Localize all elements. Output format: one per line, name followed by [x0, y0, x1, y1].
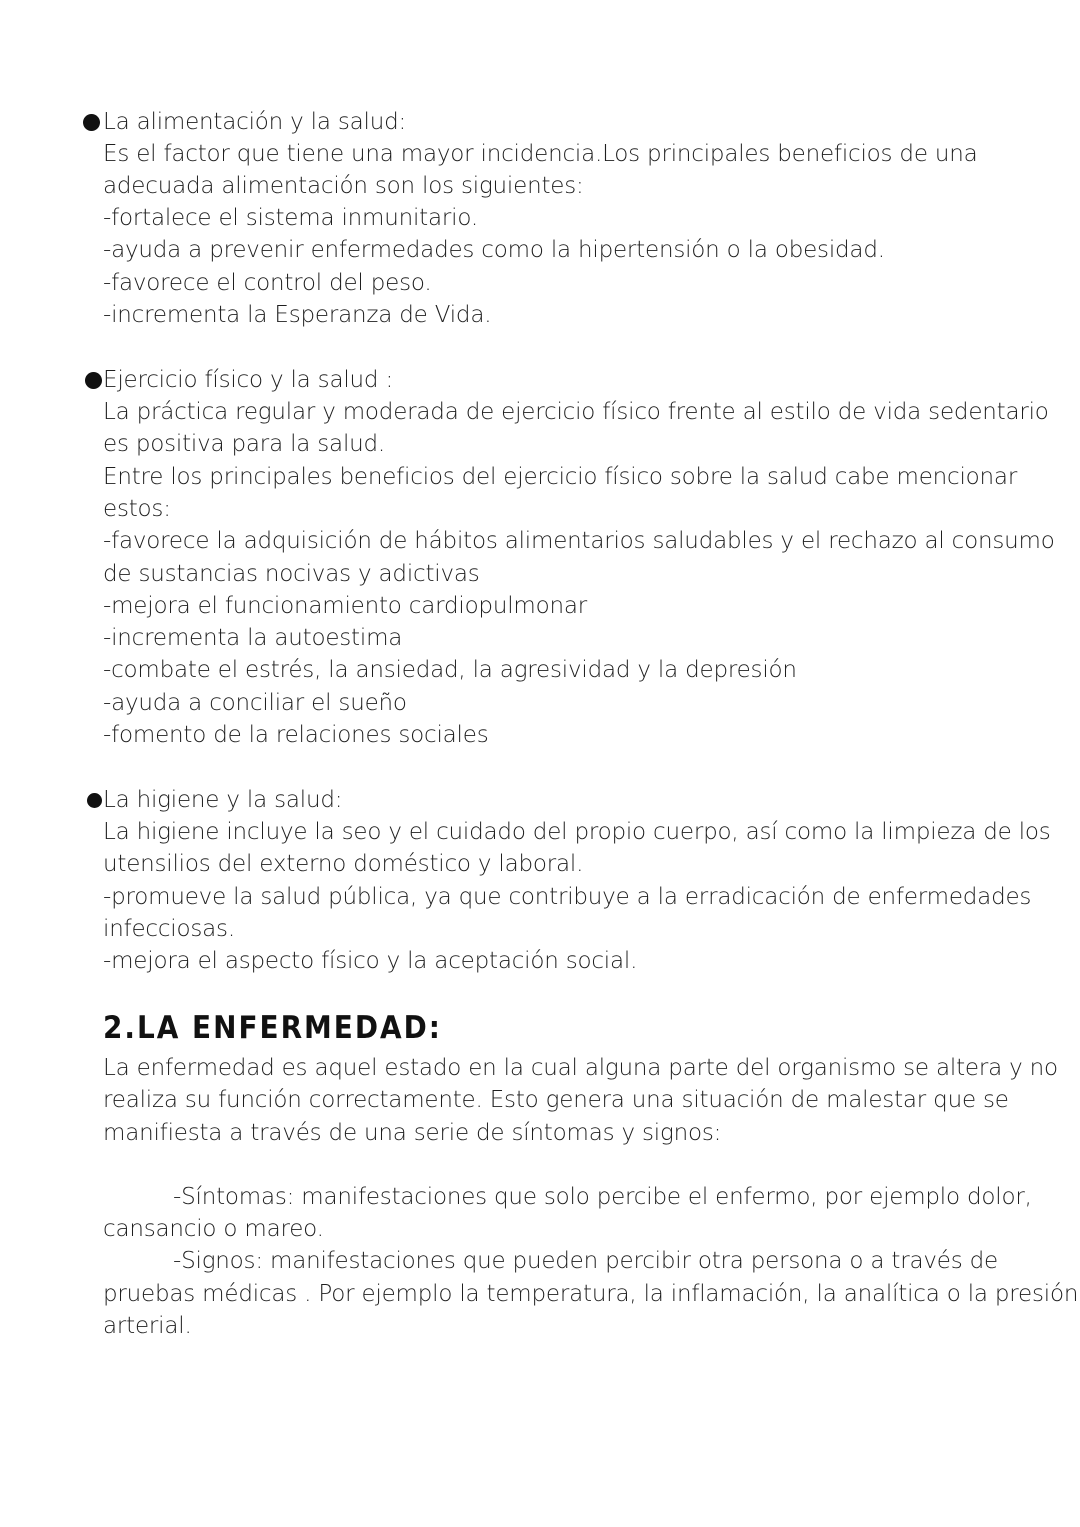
bullet-icon	[85, 372, 102, 389]
list-item: -favorece el control del peso.	[103, 270, 432, 296]
text-line: arterial.	[103, 1313, 192, 1339]
text-line: La enfermedad es aquel estado en la cual alguna parte del organismo se altera y no	[103, 1055, 1058, 1081]
definition-signos: -Signos: manifestaciones que pueden percibir otra persona o a través de	[173, 1248, 998, 1274]
section-title-enfermedad: 2.LA ENFERMEDAD:	[103, 1010, 442, 1046]
list-item: -ayuda a conciliar el sueño	[103, 690, 407, 716]
list-item: -incrementa la autoestima	[103, 625, 403, 651]
text-line: Entre los principales beneficios del ejercicio físico sobre la salud cabe mencionar	[103, 464, 1018, 490]
list-item: -incrementa la Esperanza de Vida.	[103, 302, 492, 328]
text-line: estos:	[103, 496, 171, 522]
definition-sintomas: -Síntomas: manifestaciones que solo percibe el enfermo, por ejemplo dolor,	[173, 1184, 1032, 1210]
bullet-icon	[87, 793, 102, 808]
text-line: cansancio o mareo.	[103, 1216, 324, 1242]
text-line: utensilios del externo doméstico y laboral.	[103, 851, 584, 877]
list-item: -fomento de la relaciones sociales	[103, 722, 489, 748]
text-line: La higiene incluye la seo y el cuidado del propio cuerpo, así como la limpieza de los	[103, 819, 1051, 845]
text-line: La práctica regular y moderada de ejercicio físico frente al estilo de vida sedentario	[103, 399, 1049, 425]
list-item: -fortalece el sistema inmunitario.	[103, 205, 478, 231]
list-item: -mejora el funcionamiento cardiopulmonar	[103, 593, 588, 619]
list-item: -ayuda a prevenir enfermedades como la hipertensión o la obesidad.	[103, 237, 885, 263]
text-line: manifiesta a través de una serie de síntomas y signos:	[103, 1120, 722, 1146]
section-heading-alimentacion: La alimentación y la salud:	[103, 109, 407, 135]
text-line: Es el factor que tiene una mayor incidencia.Los principales beneficios de una	[103, 141, 978, 167]
text-line: infecciosas.	[103, 916, 235, 942]
text-line: adecuada alimentación son los siguientes:	[103, 173, 584, 199]
list-item: de sustancias nocivas y adictivas	[103, 561, 480, 587]
list-item: -combate el estrés, la ansiedad, la agresividad y la depresión	[103, 657, 797, 683]
section-heading-ejercicio: Ejercicio físico y la salud :	[103, 367, 393, 393]
section-heading-higiene: La higiene y la salud:	[103, 787, 343, 813]
list-item: -favorece la adquisición de hábitos alimentarios saludables y el rechazo al consumo	[103, 528, 1055, 554]
list-item: -mejora el aspecto físico y la aceptación social.	[103, 948, 638, 974]
text-line: pruebas médicas . Por ejemplo la temperatura, la inflamación, la analítica o la presión	[103, 1281, 1079, 1307]
text-line: realiza su función correctamente. Esto genera una situación de malestar que se	[103, 1087, 1009, 1113]
list-item: -promueve la salud pública, ya que contribuye a la erradicación de enfermedades	[103, 884, 1032, 910]
bullet-icon	[83, 114, 100, 131]
text-line: es positiva para la salud.	[103, 431, 386, 457]
